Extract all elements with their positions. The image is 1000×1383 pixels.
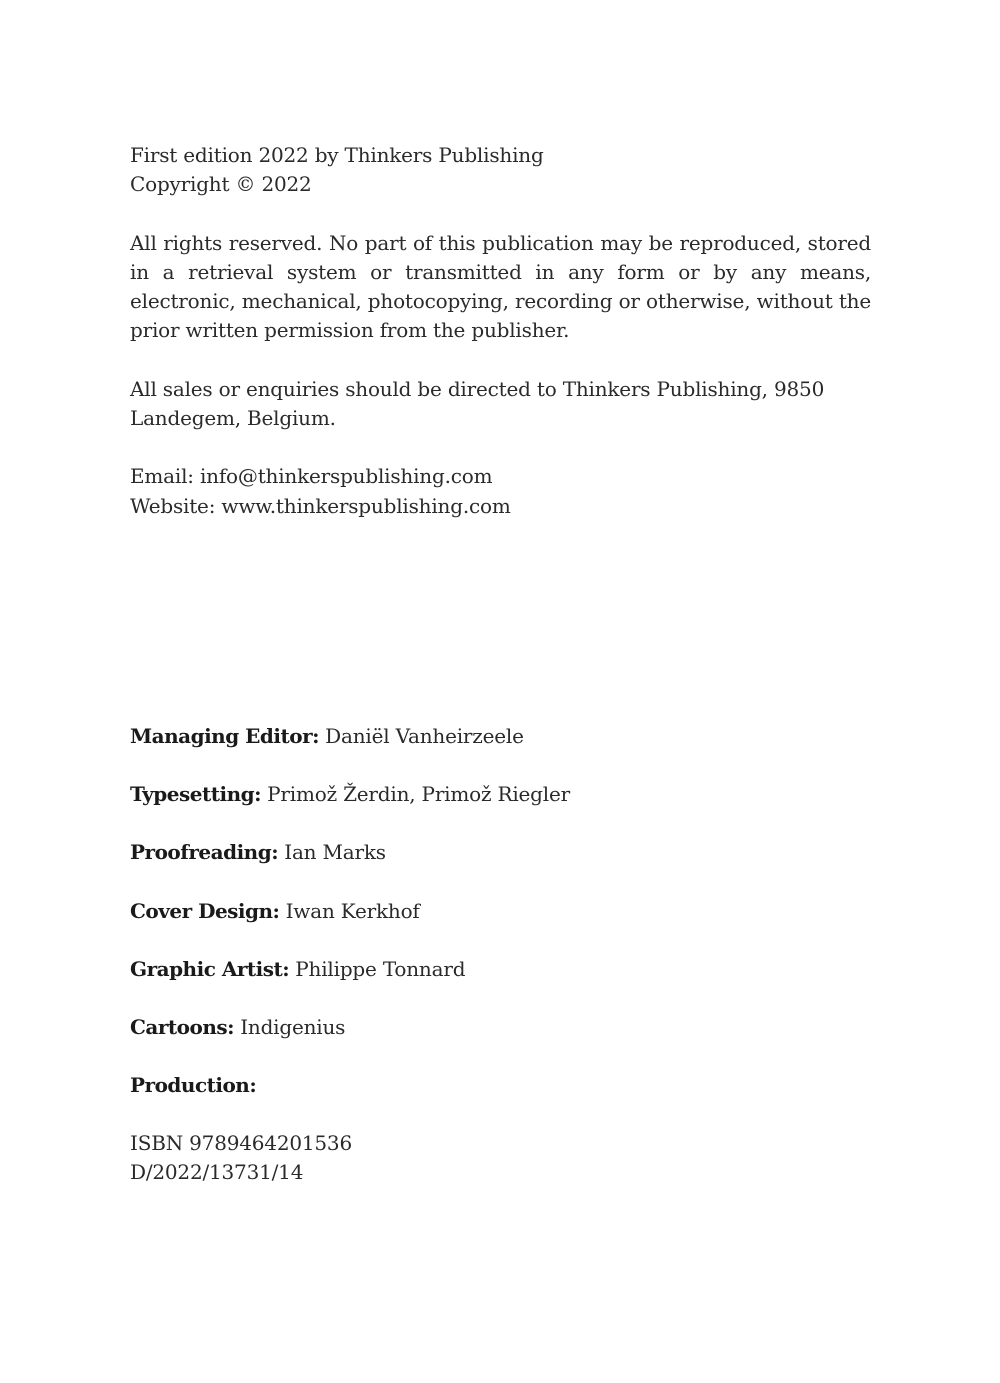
credit-label: Graphic Artist: bbox=[130, 956, 290, 981]
credit-value: Philippe Tonnard bbox=[295, 956, 466, 981]
imprint-text bbox=[130, 141, 871, 521]
credit-value: Iwan Kerkhof bbox=[285, 898, 420, 923]
credit-value: Ian Marks bbox=[284, 840, 386, 865]
credit-label: Cartoons: bbox=[130, 1014, 235, 1039]
credits-list bbox=[130, 722, 871, 1129]
credit-label: Production: bbox=[130, 1073, 257, 1098]
credit-label: Proofreading: bbox=[130, 840, 279, 865]
website-line: Website: www.thinkerspublishing.com bbox=[130, 493, 511, 518]
sales-statement: All sales or enquiries should be directed to Thinkers Publishing, 9850 Landegem, Belgium. bbox=[130, 376, 825, 431]
credit-value: Daniël Vanheirzeele bbox=[325, 724, 524, 748]
copyright-line: Copyright © 2022 bbox=[130, 172, 312, 197]
credit-label: Cover Design: bbox=[130, 898, 280, 923]
edition-line: First edition 2022 by Thinkers Publishing bbox=[130, 143, 544, 167]
rights-block bbox=[130, 229, 871, 346]
contact-block bbox=[130, 462, 871, 521]
credit-production bbox=[130, 1071, 871, 1129]
credit-value: Indigenius bbox=[240, 1014, 346, 1039]
sales-block bbox=[130, 375, 871, 434]
credit-value: Primož Žerdin, Primož Riegler bbox=[267, 782, 570, 807]
credit-label: Managing Editor: bbox=[130, 724, 319, 748]
legal-deposit-line: D/2022/13731/14 bbox=[130, 1160, 304, 1184]
isbn-line: ISBN 9789464201536 bbox=[130, 1131, 352, 1155]
credit-cartoons bbox=[130, 1013, 871, 1071]
credit-cover-design bbox=[130, 897, 871, 955]
credit-proofreading bbox=[130, 838, 871, 896]
rights-statement: All rights reserved. No part of this publication may be reproduced, stored in a retrieval system or transmitted in any form or by any means, electronic, mechanical, photocopying, recording or otherwise, without the prior written permission from the publisher. bbox=[130, 230, 871, 343]
credit-label: Typesetting: bbox=[130, 782, 261, 807]
credit-typesetting bbox=[130, 780, 871, 838]
edition-block bbox=[130, 141, 871, 200]
credit-managing-editor bbox=[130, 722, 871, 780]
email-line: Email: info@thinkerspublishing.com bbox=[130, 464, 493, 489]
credit-graphic-artist bbox=[130, 955, 871, 1013]
isbn-block bbox=[130, 1129, 352, 1187]
